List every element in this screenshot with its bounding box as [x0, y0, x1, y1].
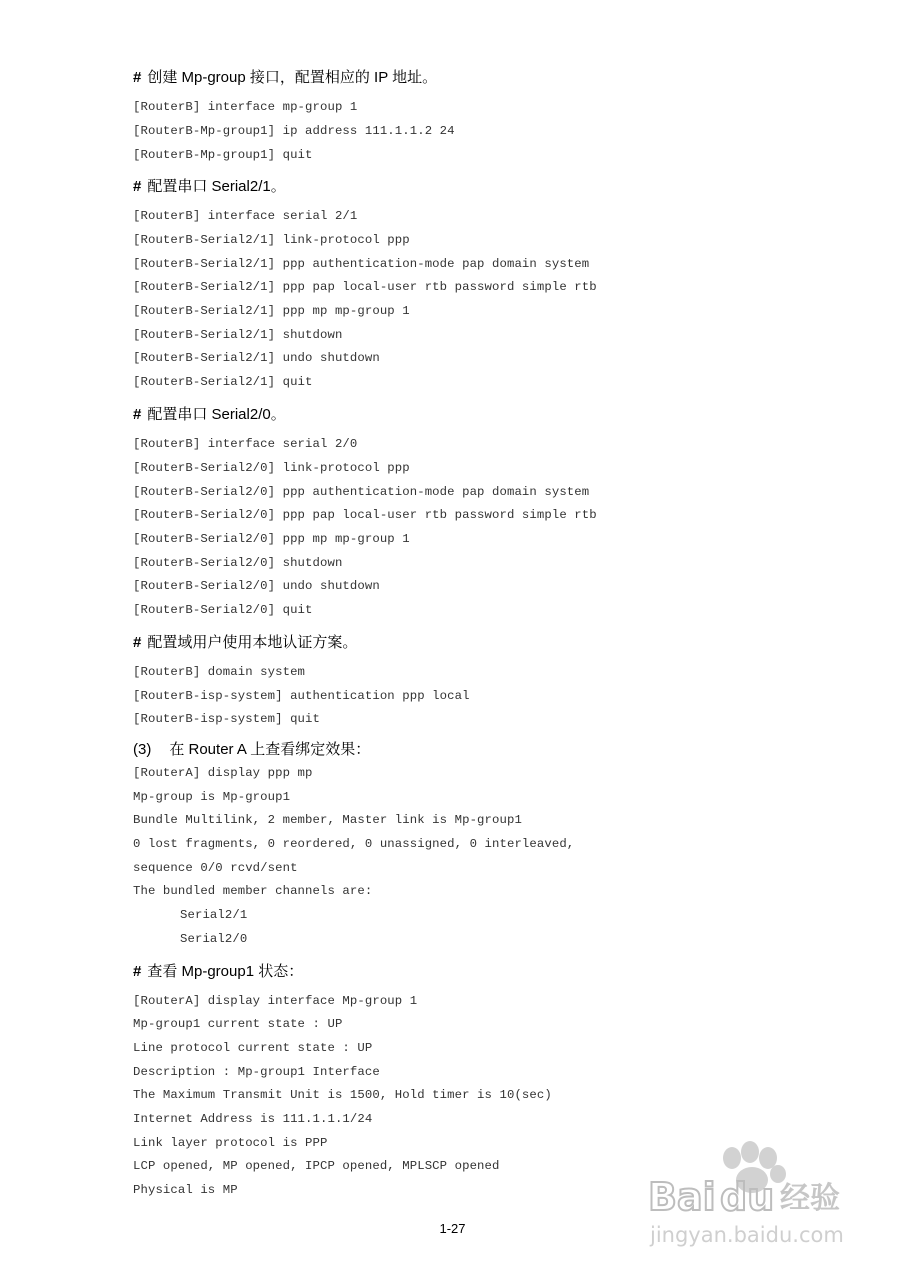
code-line: Mp-group1 current state : UP [133, 1017, 343, 1031]
section-heading: # 创建 Mp-group 接口，配置相应的 IP 地址。 [133, 69, 438, 86]
code-line: [RouterB-Serial2/0] shutdown [133, 556, 343, 570]
code-line: [RouterB] interface serial 2/1 [133, 209, 358, 223]
code-line: Internet Address is 111.1.1.1/24 [133, 1112, 373, 1126]
code-line: [RouterB] domain system [133, 665, 306, 679]
svg-text:jingyan.baidu.com: jingyan.baidu.com [650, 1223, 844, 1247]
code-line: Serial2/0 [180, 932, 248, 946]
code-line: The bundled member channels are: [133, 884, 373, 898]
code-line: [RouterB] interface serial 2/0 [133, 437, 358, 451]
section-heading: # 配置串口 Serial2/1。 [133, 178, 286, 195]
code-line: [RouterB-Serial2/1] quit [133, 375, 313, 389]
code-line: Description : Mp-group1 Interface [133, 1065, 380, 1079]
code-line: [RouterB-Serial2/0] ppp authentication-mode pap domain system [133, 485, 590, 499]
page-number: 1-27 [439, 1221, 466, 1236]
baidu-watermark-logo [640, 1140, 870, 1260]
code-line: [RouterB-Serial2/1] undo shutdown [133, 351, 380, 365]
code-line: [RouterB-Mp-group1] ip address 111.1.1.2 24 [133, 124, 455, 138]
svg-text:经验: 经验 [780, 1181, 840, 1216]
code-line: [RouterB-Mp-group1] quit [133, 148, 313, 162]
code-line: [RouterB-isp-system] authentication ppp local [133, 689, 470, 703]
code-line: [RouterB-Serial2/0] ppp mp mp-group 1 [133, 532, 410, 546]
code-line: LCP opened, MP opened, IPCP opened, MPLSCP opened [133, 1159, 500, 1173]
code-line: [RouterB-Serial2/1] shutdown [133, 328, 343, 342]
code-line: Bundle Multilink, 2 member, Master link is Mp-group1 [133, 813, 522, 827]
code-line: [RouterB-Serial2/0] ppp pap local-user rtb password simple rtb [133, 508, 597, 522]
code-line: [RouterB-Serial2/1] ppp authentication-mode pap domain system [133, 257, 590, 271]
code-line: The Maximum Transmit Unit is 1500, Hold timer is 10(sec) [133, 1088, 552, 1102]
code-line: [RouterB-Serial2/0] undo shutdown [133, 579, 380, 593]
code-line: [RouterB-Serial2/0] quit [133, 603, 313, 617]
code-line: 0 lost fragments, 0 reordered, 0 unassigned, 0 interleaved, [133, 837, 575, 851]
section-heading: # 配置域用户使用本地认证方案。 [133, 634, 358, 651]
code-line: sequence 0/0 rcvd/sent [133, 861, 298, 875]
section-heading: # 配置串口 Serial2/0。 [133, 406, 286, 423]
code-line: [RouterB-isp-system] quit [133, 712, 320, 726]
code-line: [RouterB-Serial2/1] ppp pap local-user rtb password simple rtb [133, 280, 597, 294]
code-line: [RouterA] display ppp mp [133, 766, 313, 780]
svg-text:Bai: Bai [648, 1175, 716, 1219]
step-heading: (3) 在 Router A 上查看绑定效果： [133, 741, 371, 758]
code-line: [RouterB-Serial2/0] link-protocol ppp [133, 461, 410, 475]
code-line: Mp-group is Mp-group1 [133, 790, 291, 804]
code-line: [RouterB-Serial2/1] link-protocol ppp [133, 233, 410, 247]
code-line: [RouterB] interface mp-group 1 [133, 100, 358, 114]
code-line: [RouterB-Serial2/1] ppp mp mp-group 1 [133, 304, 410, 318]
code-line: Link layer protocol is PPP [133, 1136, 328, 1150]
code-line: Physical is MP [133, 1183, 238, 1197]
code-line: Line protocol current state : UP [133, 1041, 373, 1055]
code-line: [RouterA] display interface Mp-group 1 [133, 994, 418, 1008]
section-heading: # 查看 Mp-group1 状态： [133, 963, 304, 980]
svg-text:du: du [720, 1175, 775, 1219]
code-line: Serial2/1 [180, 908, 248, 922]
